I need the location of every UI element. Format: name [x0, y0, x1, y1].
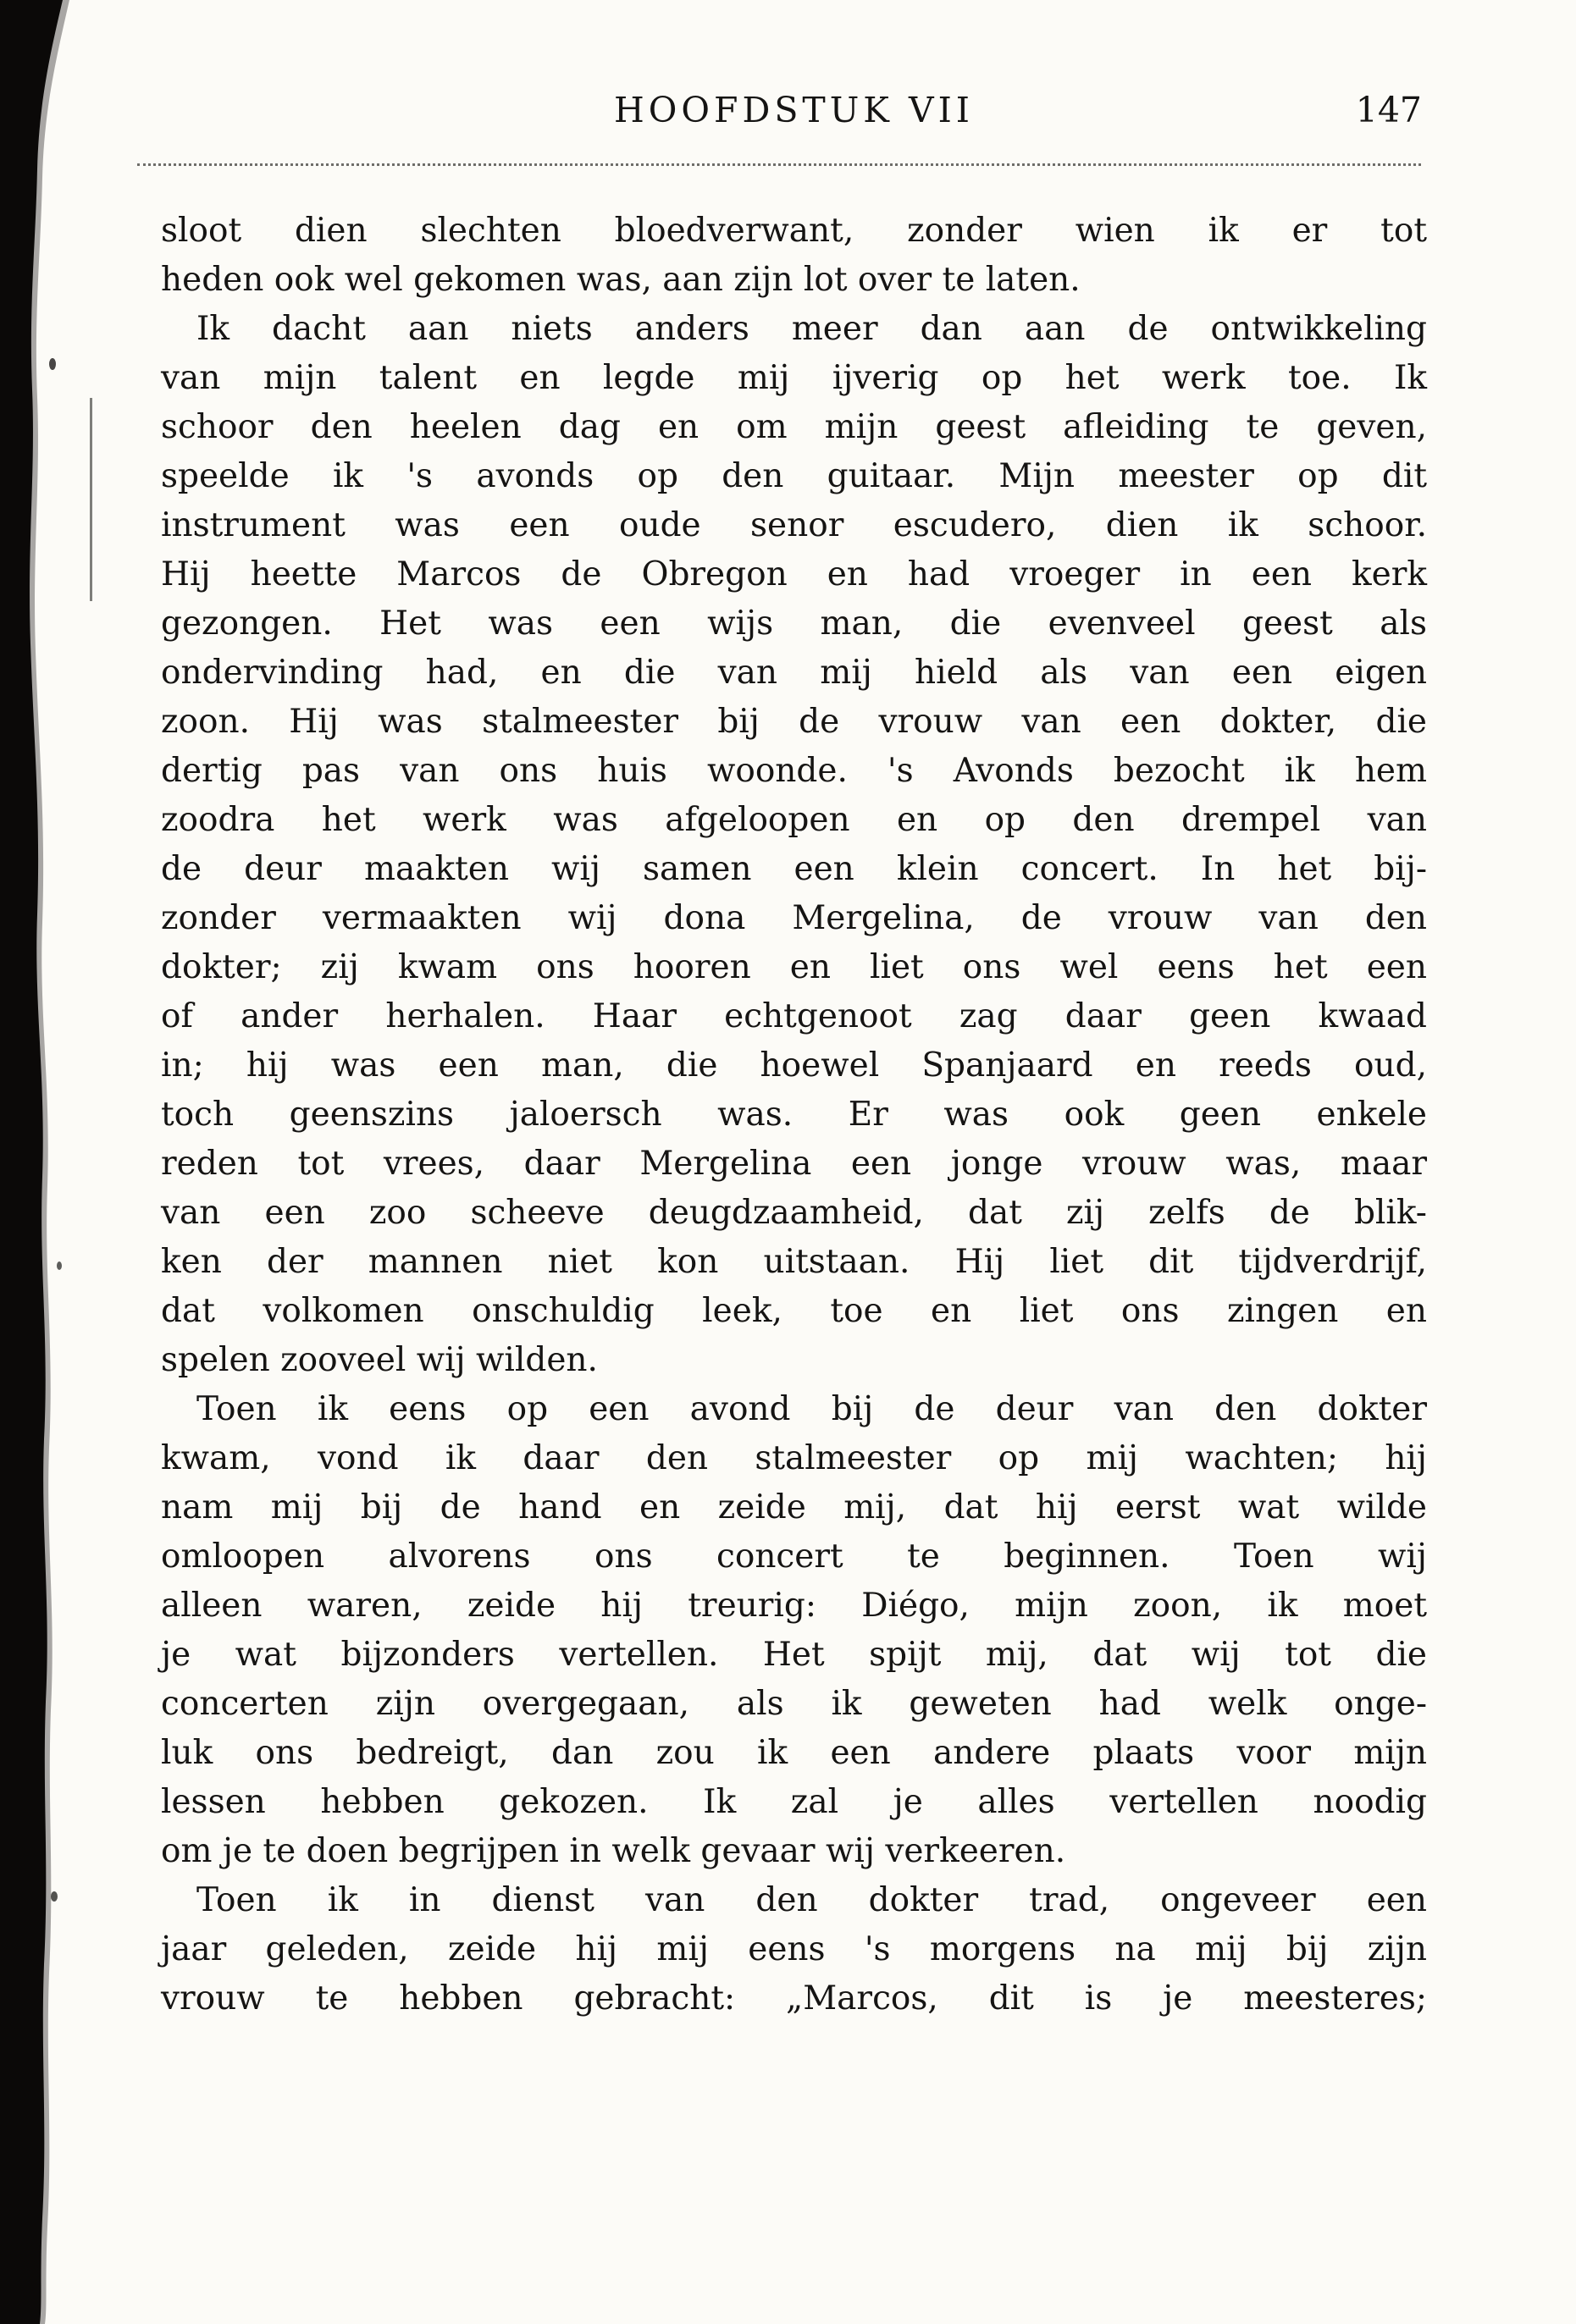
text-line: dertig pas van ons huis woonde. 's Avonds bezocht ik hem	[161, 752, 1427, 790]
text-line: om je te doen begrijpen in welk gevaar wij verkeeren.	[161, 1832, 1066, 1870]
text-line: zoodra het werk was afgeloopen en op den drempel van	[161, 801, 1427, 839]
paragraph	[161, 1876, 1427, 2023]
text-line: Toen ik in dienst van den dokter trad, ongeveer een	[196, 1881, 1427, 1919]
text-line: ondervinding had, en die van mij hield als van een eigen	[161, 654, 1427, 692]
text-line: toch geenszins jaloersch was. Er was ook geen enkele	[161, 1096, 1427, 1134]
text-line: Hij heette Marcos de Obregon en had vroeger in een kerk	[161, 555, 1427, 593]
text-line: luk ons bedreigt, dan zou ik een andere plaats voor mijn	[161, 1734, 1427, 1772]
text-line: dat volkomen onschuldig leek, toe en liet ons zingen en	[161, 1292, 1427, 1330]
text-line: gezongen. Het was een wijs man, die evenveel geest als	[161, 604, 1427, 643]
scan-hairline-artifact	[90, 398, 92, 601]
text-line: reden tot vrees, daar Mergelina een jonge vrouw was, maar	[161, 1145, 1427, 1183]
text-line: je wat bijzonders vertellen. Het spijt mij, dat wij tot die	[161, 1636, 1427, 1674]
text-line: kwam, vond ik daar den stalmeester op mij wachten; hij	[161, 1439, 1427, 1477]
chapter-title: HOOFDSTUK VII	[614, 90, 974, 130]
text-line: Toen ik eens op een avond bij de deur van den dokter	[196, 1390, 1427, 1428]
text-line: heden ook wel gekomen was, aan zijn lot over te laten.	[161, 261, 1081, 299]
text-line: alleen waren, zeide hij treurig: Diégo, mijn zoon, ik moet	[161, 1587, 1427, 1625]
text-line: vrouw te hebben gebracht: „Marcos, dit is je meesteres;	[161, 1979, 1427, 2018]
text-line: omloopen alvorens ons concert te beginnen. Toen wij	[161, 1537, 1427, 1576]
text-line: de deur maakten wij samen een klein concert. In het bij-	[161, 850, 1427, 888]
scan-gutter-shadow	[0, 0, 102, 2324]
text-line: concerten zijn overgegaan, als ik geweten had welk onge-	[161, 1685, 1427, 1723]
text-line: van een zoo scheeve deugdzaamheid, dat zij zelfs de blik-	[161, 1194, 1427, 1232]
text-line: zonder vermaakten wij dona Mergelina, de vrouw van den	[161, 899, 1427, 937]
page-header	[161, 90, 1427, 141]
dotted-rule	[137, 163, 1421, 166]
text-line: instrument was een oude senor escudero, dien ik schoor.	[161, 506, 1427, 544]
text-line: Ik dacht aan niets anders meer dan aan de ontwikkeling	[196, 310, 1427, 348]
text-line: nam mij bij de hand en zeide mij, dat hij eerst wat wilde	[161, 1488, 1427, 1526]
text-line: ken der mannen niet kon uitstaan. Hij liet dit tijdverdrijf,	[161, 1243, 1427, 1281]
text-line: spelen zooveel wij wilden.	[161, 1341, 598, 1379]
text-block	[161, 207, 1427, 2023]
page-number: 147	[1355, 90, 1422, 130]
text-line: speelde ik 's avonds op den guitaar. Mijn meester op dit	[161, 457, 1427, 495]
text-line: lessen hebben gekozen. Ik zal je alles vertellen noodig	[161, 1783, 1427, 1821]
text-line: schoor den heelen dag en om mijn geest afleiding te geven,	[161, 408, 1427, 446]
text-line: sloot dien slechten bloedverwant, zonder wien ik er tot	[161, 212, 1427, 250]
text-line: zoon. Hij was stalmeester bij de vrouw van een dokter, die	[161, 703, 1427, 741]
text-line: dokter; zij kwam ons hooren en liet ons wel eens het een	[161, 948, 1427, 986]
paragraph	[161, 1385, 1427, 1876]
text-line: van mijn talent en legde mij ijverig op het werk toe. Ik	[161, 359, 1427, 397]
text-line: in; hij was een man, die hoewel Spanjaard en reeds oud,	[161, 1046, 1427, 1085]
paragraph	[161, 305, 1427, 1385]
paragraph	[161, 207, 1427, 305]
text-line: of ander herhalen. Haar echtgenoot zag daar geen kwaad	[161, 997, 1427, 1035]
text-line: jaar geleden, zeide hij mij eens 's morgens na mij bij zijn	[161, 1930, 1427, 1968]
